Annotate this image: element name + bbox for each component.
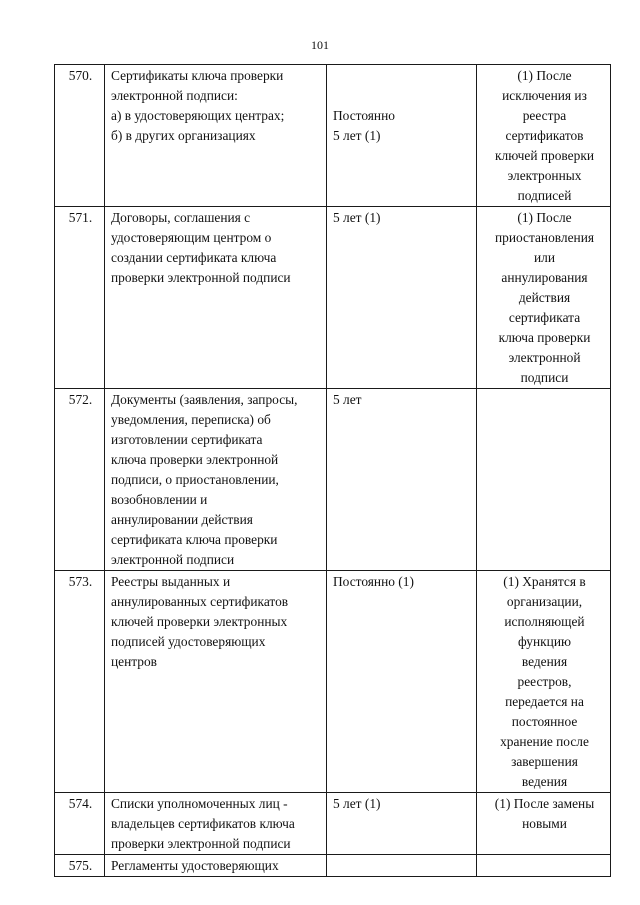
row-number-text: 573. (68, 574, 93, 589)
retention-note-cell (477, 65, 611, 207)
retention-note-line: исполняющей (504, 614, 585, 629)
retention-note-line: постоянное (511, 714, 578, 729)
retention-term-line: Постоянно (1) (333, 574, 414, 589)
retention-note-line: организации, (506, 594, 583, 609)
retention-term-cell (327, 855, 477, 877)
retention-note-line: передается на (505, 694, 584, 709)
retention-term-line: Постоянно (333, 108, 395, 123)
table-row (55, 389, 611, 571)
retention-term-cell (327, 65, 477, 207)
retention-note-cell (477, 207, 611, 389)
retention-note-line: функцию (517, 634, 572, 649)
retention-note-line: хранение после (500, 734, 589, 749)
row-number (55, 389, 105, 571)
retention-note-line: сертификата (508, 310, 581, 325)
retention-note-line: подписи (520, 370, 569, 385)
retention-note-line: реестров, (517, 674, 572, 689)
retention-note-line: действия (518, 290, 571, 305)
retention-note-line: реестра (522, 108, 567, 123)
retention-note-line: завершения (511, 754, 578, 769)
article-title-line: сертификата ключа проверки (111, 532, 278, 547)
article-title-line: аннулировании действия (111, 512, 253, 527)
retention-note-line: ведения (521, 774, 568, 789)
retention-note-line: ключей проверки (495, 148, 594, 163)
article-title-line: электронной подписи (111, 552, 235, 567)
article-title-line: ключа проверки электронной (111, 452, 279, 467)
retention-note-line: или (533, 250, 555, 265)
article-title-line: подписей удостоверяющих (111, 634, 266, 649)
row-number-text: 570. (68, 68, 93, 83)
table-row (55, 855, 611, 877)
article-title-line: Договоры, соглашения с (111, 210, 251, 225)
retention-note-cell (477, 855, 611, 877)
article-title-line: уведомления, переписка) об (111, 412, 271, 427)
page-number: 101 (311, 38, 329, 52)
retention-note-line: приостановления (494, 230, 595, 245)
retention-note-cell (477, 571, 611, 793)
retention-note-cell (477, 389, 611, 571)
retention-note-line: новыми (522, 816, 567, 831)
article-title-line: а) в удостоверяющих центрах; (111, 108, 285, 123)
article-title-line: центров (111, 654, 158, 669)
retention-note-line: ключа проверки (498, 330, 591, 345)
table-row (55, 571, 611, 793)
retention-note-line: (1) После замены (494, 796, 595, 811)
retention-note-cell (477, 793, 611, 855)
retention-term-line: 5 лет (1) (333, 796, 381, 811)
retention-note-line: ведения (521, 654, 568, 669)
retention-note-line: (1) После (517, 68, 572, 83)
retention-term-cell (327, 389, 477, 571)
row-number-text: 572. (68, 392, 93, 407)
article-title-line: Реестры выданных и (111, 574, 231, 589)
table-row (55, 65, 611, 207)
retention-term-cell (327, 207, 477, 389)
retention-term-line: 5 лет (1) (333, 128, 381, 143)
article-title-cell (105, 65, 327, 207)
article-title-line: подписи, о приостановлении, (111, 472, 279, 487)
document-table (54, 64, 611, 877)
article-title-line: Списки уполномоченных лиц - (111, 796, 288, 811)
article-title-line: аннулированных сертификатов (111, 594, 289, 609)
article-title-line: ключей проверки электронных (111, 614, 288, 629)
article-title-line: Документы (заявления, запросы, (111, 392, 298, 407)
row-number (55, 207, 105, 389)
retention-note-line: подписей (517, 188, 572, 203)
row-number (55, 855, 105, 877)
article-title-line: изготовлении сертификата (111, 432, 263, 447)
row-number (55, 65, 105, 207)
row-number (55, 571, 105, 793)
article-title-line: проверки электронной подписи (111, 836, 291, 851)
article-title-line: Сертификаты ключа проверки (111, 68, 284, 83)
article-title-line: проверки электронной подписи (111, 270, 291, 285)
article-title-line: б) в других организациях (111, 128, 256, 143)
retention-note-line: (1) После (517, 210, 572, 225)
article-title-cell (105, 855, 327, 877)
row-number-text: 575. (68, 858, 93, 873)
retention-term-cell (327, 793, 477, 855)
table-row (55, 207, 611, 389)
article-title-line: владельцев сертификатов ключа (111, 816, 295, 831)
retention-term-cell (327, 571, 477, 793)
retention-note-line: электронной (508, 350, 581, 365)
article-title-cell (105, 207, 327, 389)
retention-term-line: 5 лет (1) (333, 210, 381, 225)
article-title-line: создании сертификата ключа (111, 250, 277, 265)
retention-note-line: аннулирования (501, 270, 588, 285)
table-row (55, 793, 611, 855)
retention-note-line: (1) Хранятся в (503, 574, 586, 589)
retention-term-line: 5 лет (333, 392, 362, 407)
article-title-cell (105, 571, 327, 793)
row-number-text: 574. (68, 796, 93, 811)
retention-note-line: сертификатов (505, 128, 584, 143)
retention-note-line: исключения из (502, 88, 587, 103)
article-title-cell (105, 793, 327, 855)
row-number (55, 793, 105, 855)
article-title-line: Регламенты удостоверяющих (111, 858, 279, 873)
retention-note-line: электронных (507, 168, 582, 183)
article-title-line: возобновлении и (111, 492, 208, 507)
article-title-cell (105, 389, 327, 571)
row-number-text: 571. (68, 210, 93, 225)
article-title-line: удостоверяющим центром о (111, 230, 272, 245)
article-title-line: электронной подписи: (111, 88, 238, 103)
